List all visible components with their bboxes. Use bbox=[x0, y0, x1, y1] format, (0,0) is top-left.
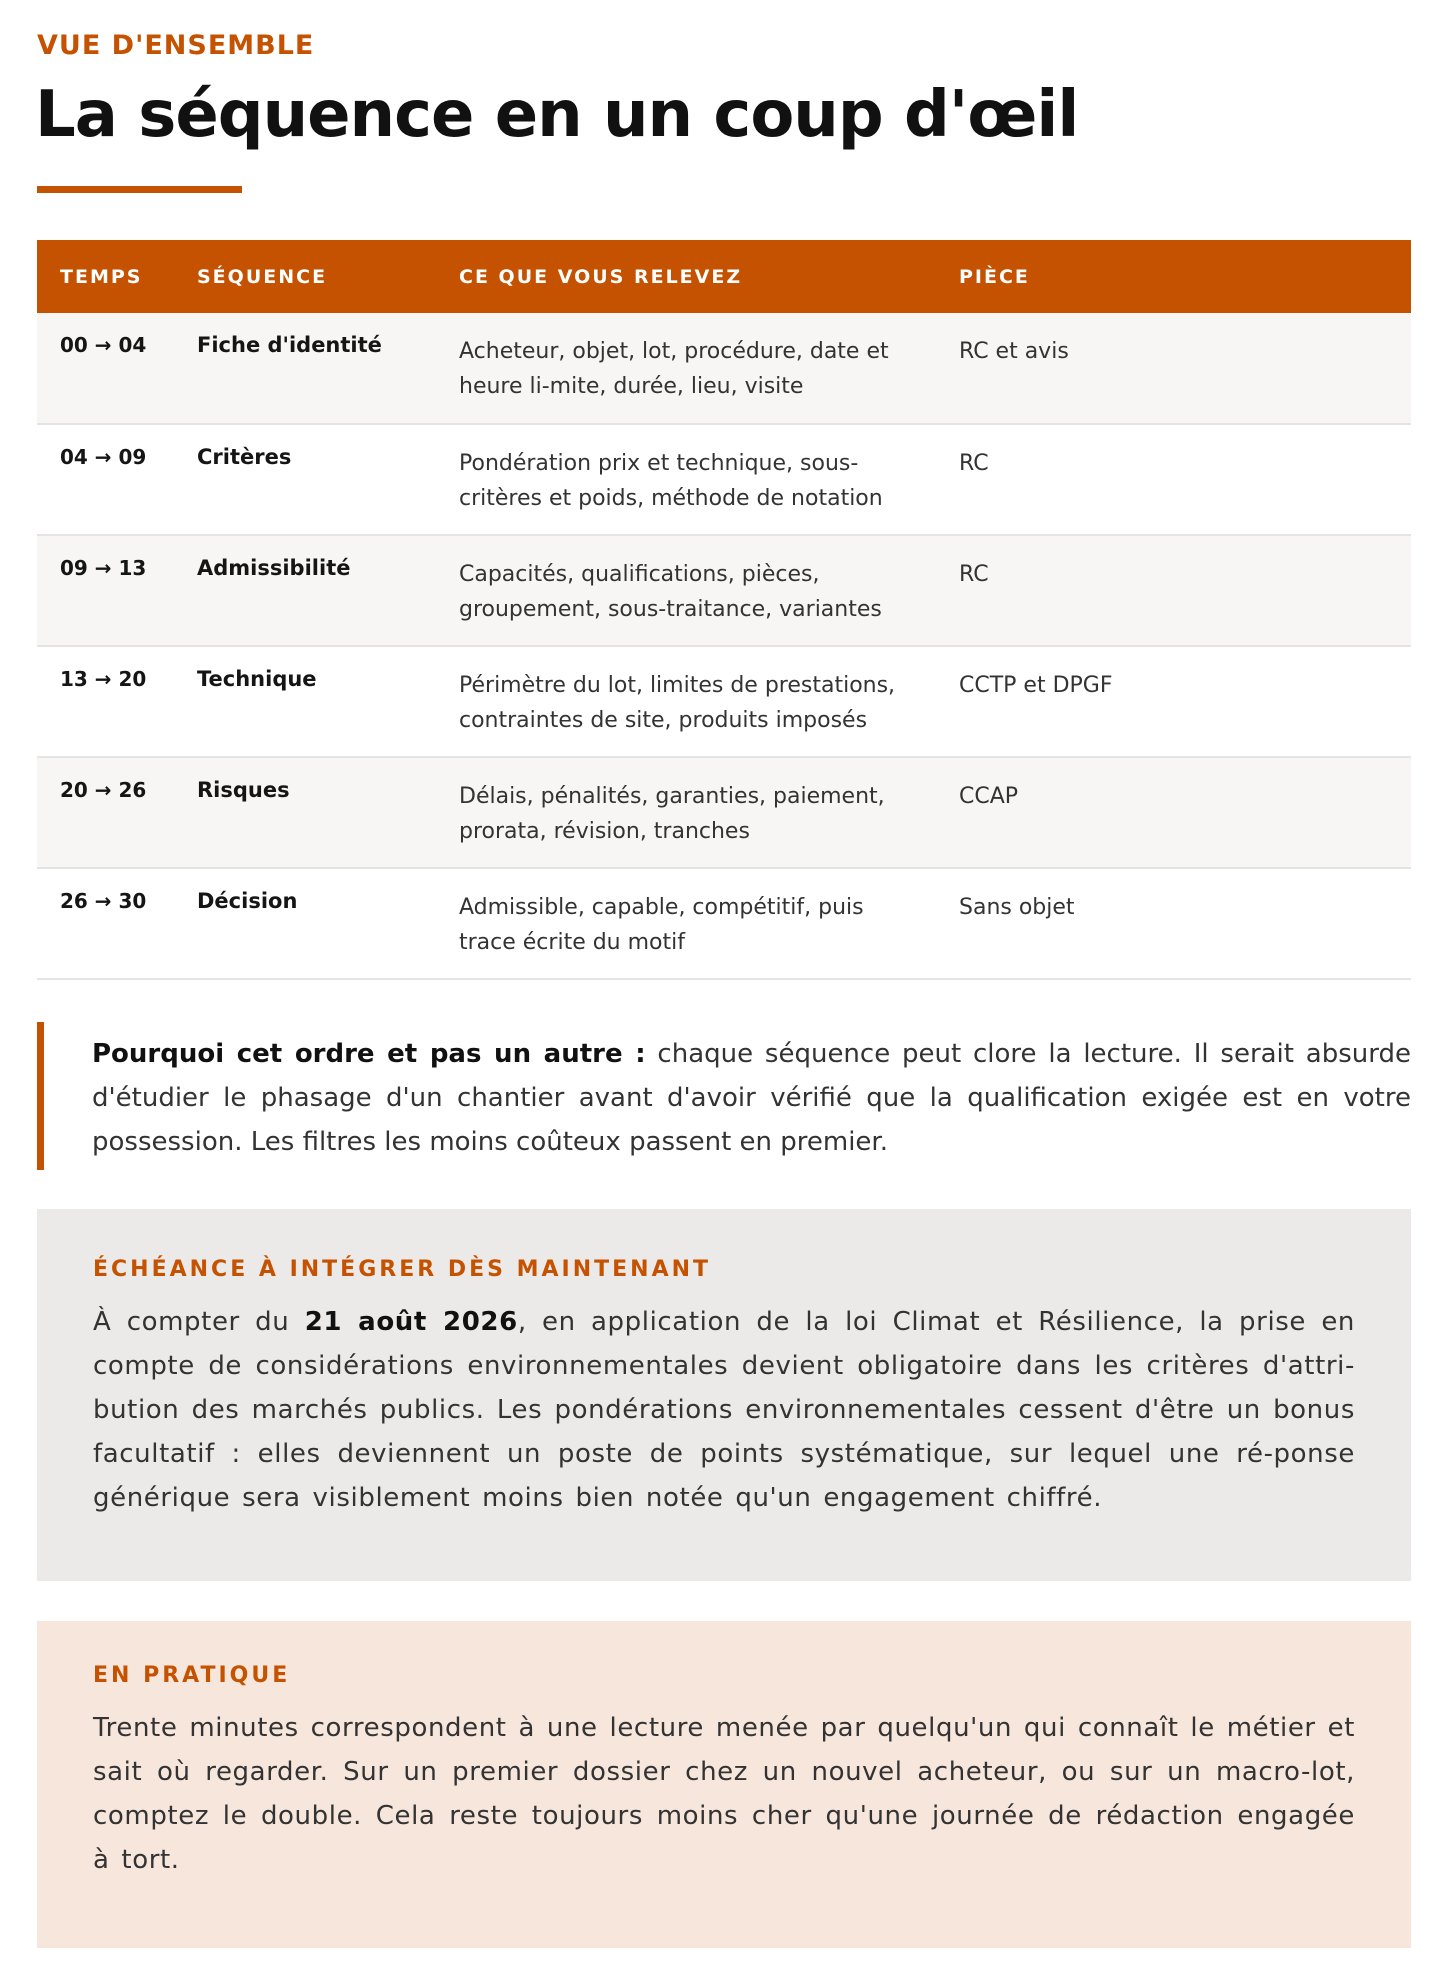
practice-box bbox=[37, 1621, 1411, 1948]
table-row bbox=[37, 535, 1411, 646]
cell-releve: Admissible, capable, compétitif, puis trace écrite du motif bbox=[459, 895, 864, 955]
cell-sequence: Risques bbox=[197, 778, 290, 802]
cell-sequence: Décision bbox=[197, 889, 298, 913]
cell-time: 09 → 13 bbox=[60, 556, 147, 580]
deadline-box-text bbox=[93, 1300, 1355, 1520]
cell-releve: Pondération prix et technique, sous-critères et poids, méthode de notation bbox=[459, 451, 883, 511]
deadline-text-after: , en application de la loi Climat et Résilience, la prise en compte de considérations environnementales devient obligatoire dans les critères d'attri-bution des marchés publics. Les pondérations environnementales cessent d'être un bonus facultatif : elles deviennent un poste de points systématique, sur lequel une ré-ponse générique sera visiblement moins bien notée qu'un engagement chiffré. bbox=[93, 1307, 1356, 1513]
deadline-box-title: ÉCHÉANCE À INTÉGRER DÈS MAINTENANT bbox=[93, 1257, 712, 1282]
cell-piece: RC bbox=[959, 451, 989, 476]
practice-box-title: EN PRATIQUE bbox=[93, 1663, 291, 1688]
section-kicker: VUE D'ENSEMBLE bbox=[37, 30, 315, 61]
cell-time: 00 → 04 bbox=[60, 333, 147, 357]
cell-releve: Périmètre du lot, limites de prestations, contraintes de site, produits imposés bbox=[459, 673, 896, 733]
table-row bbox=[37, 868, 1411, 979]
table-header-row bbox=[37, 240, 1411, 313]
cell-sequence: Admissibilité bbox=[197, 556, 351, 580]
cell-time: 04 → 09 bbox=[60, 445, 147, 469]
cell-time: 20 → 26 bbox=[60, 778, 147, 802]
column-header-temps: TEMPS bbox=[37, 240, 174, 313]
table-row bbox=[37, 313, 1411, 424]
cell-sequence: Critères bbox=[197, 445, 292, 469]
order-callout bbox=[37, 1022, 1411, 1170]
title-underline bbox=[37, 186, 242, 193]
cell-sequence: Technique bbox=[197, 667, 317, 691]
column-header-sequence: SÉQUENCE bbox=[174, 240, 436, 313]
cell-piece: RC et avis bbox=[959, 339, 1069, 364]
deadline-box bbox=[37, 1209, 1411, 1581]
table-row bbox=[37, 646, 1411, 757]
table-row bbox=[37, 757, 1411, 868]
cell-sequence: Fiche d'identité bbox=[197, 333, 382, 357]
page-title: La séquence en un coup d'œil bbox=[35, 78, 1079, 152]
deadline-date: 21 août 2026 bbox=[304, 1307, 518, 1337]
table-row bbox=[37, 424, 1411, 535]
cell-time: 13 → 20 bbox=[60, 667, 147, 691]
sequence-table bbox=[37, 240, 1411, 980]
practice-box-text: Trente minutes correspondent à une lecture menée par quelqu'un qui connaît le métier et sait où regarder. Sur un premier dossier chez un nouvel acheteur, ou sur un macro-lot, comptez le double. Cela reste toujours moins cher qu'une journée de rédaction engagée à tort. bbox=[93, 1713, 1355, 1875]
callout-lead: Pourquoi cet ordre et pas un autre : bbox=[92, 1039, 646, 1069]
cell-piece: RC bbox=[959, 562, 989, 587]
callout-text: chaque séquence peut clore la lecture. Il serait absurde d'étudier le phasage d'un chantier avant d'avoir vérifié que la qualification exigée est en votre possession. Les filtres les moins coûteux passent en premier. bbox=[92, 1039, 1411, 1157]
cell-time: 26 → 30 bbox=[60, 889, 147, 913]
cell-piece: CCAP bbox=[959, 784, 1019, 809]
column-header-releve: CE QUE VOUS RELEVEZ bbox=[436, 240, 936, 313]
cell-releve: Acheteur, objet, lot, procédure, date et heure li-mite, durée, lieu, visite bbox=[459, 339, 889, 399]
cell-releve: Capacités, qualifications, pièces, groupement, sous-traitance, variantes bbox=[459, 562, 882, 622]
cell-piece: Sans objet bbox=[959, 895, 1075, 920]
cell-releve: Délais, pénalités, garanties, paiement, prorata, révision, tranches bbox=[459, 784, 885, 844]
deadline-text-before: À compter du bbox=[93, 1307, 305, 1337]
column-header-piece: PIÈCE bbox=[936, 240, 1411, 313]
cell-piece: CCTP et DPGF bbox=[959, 673, 1113, 698]
